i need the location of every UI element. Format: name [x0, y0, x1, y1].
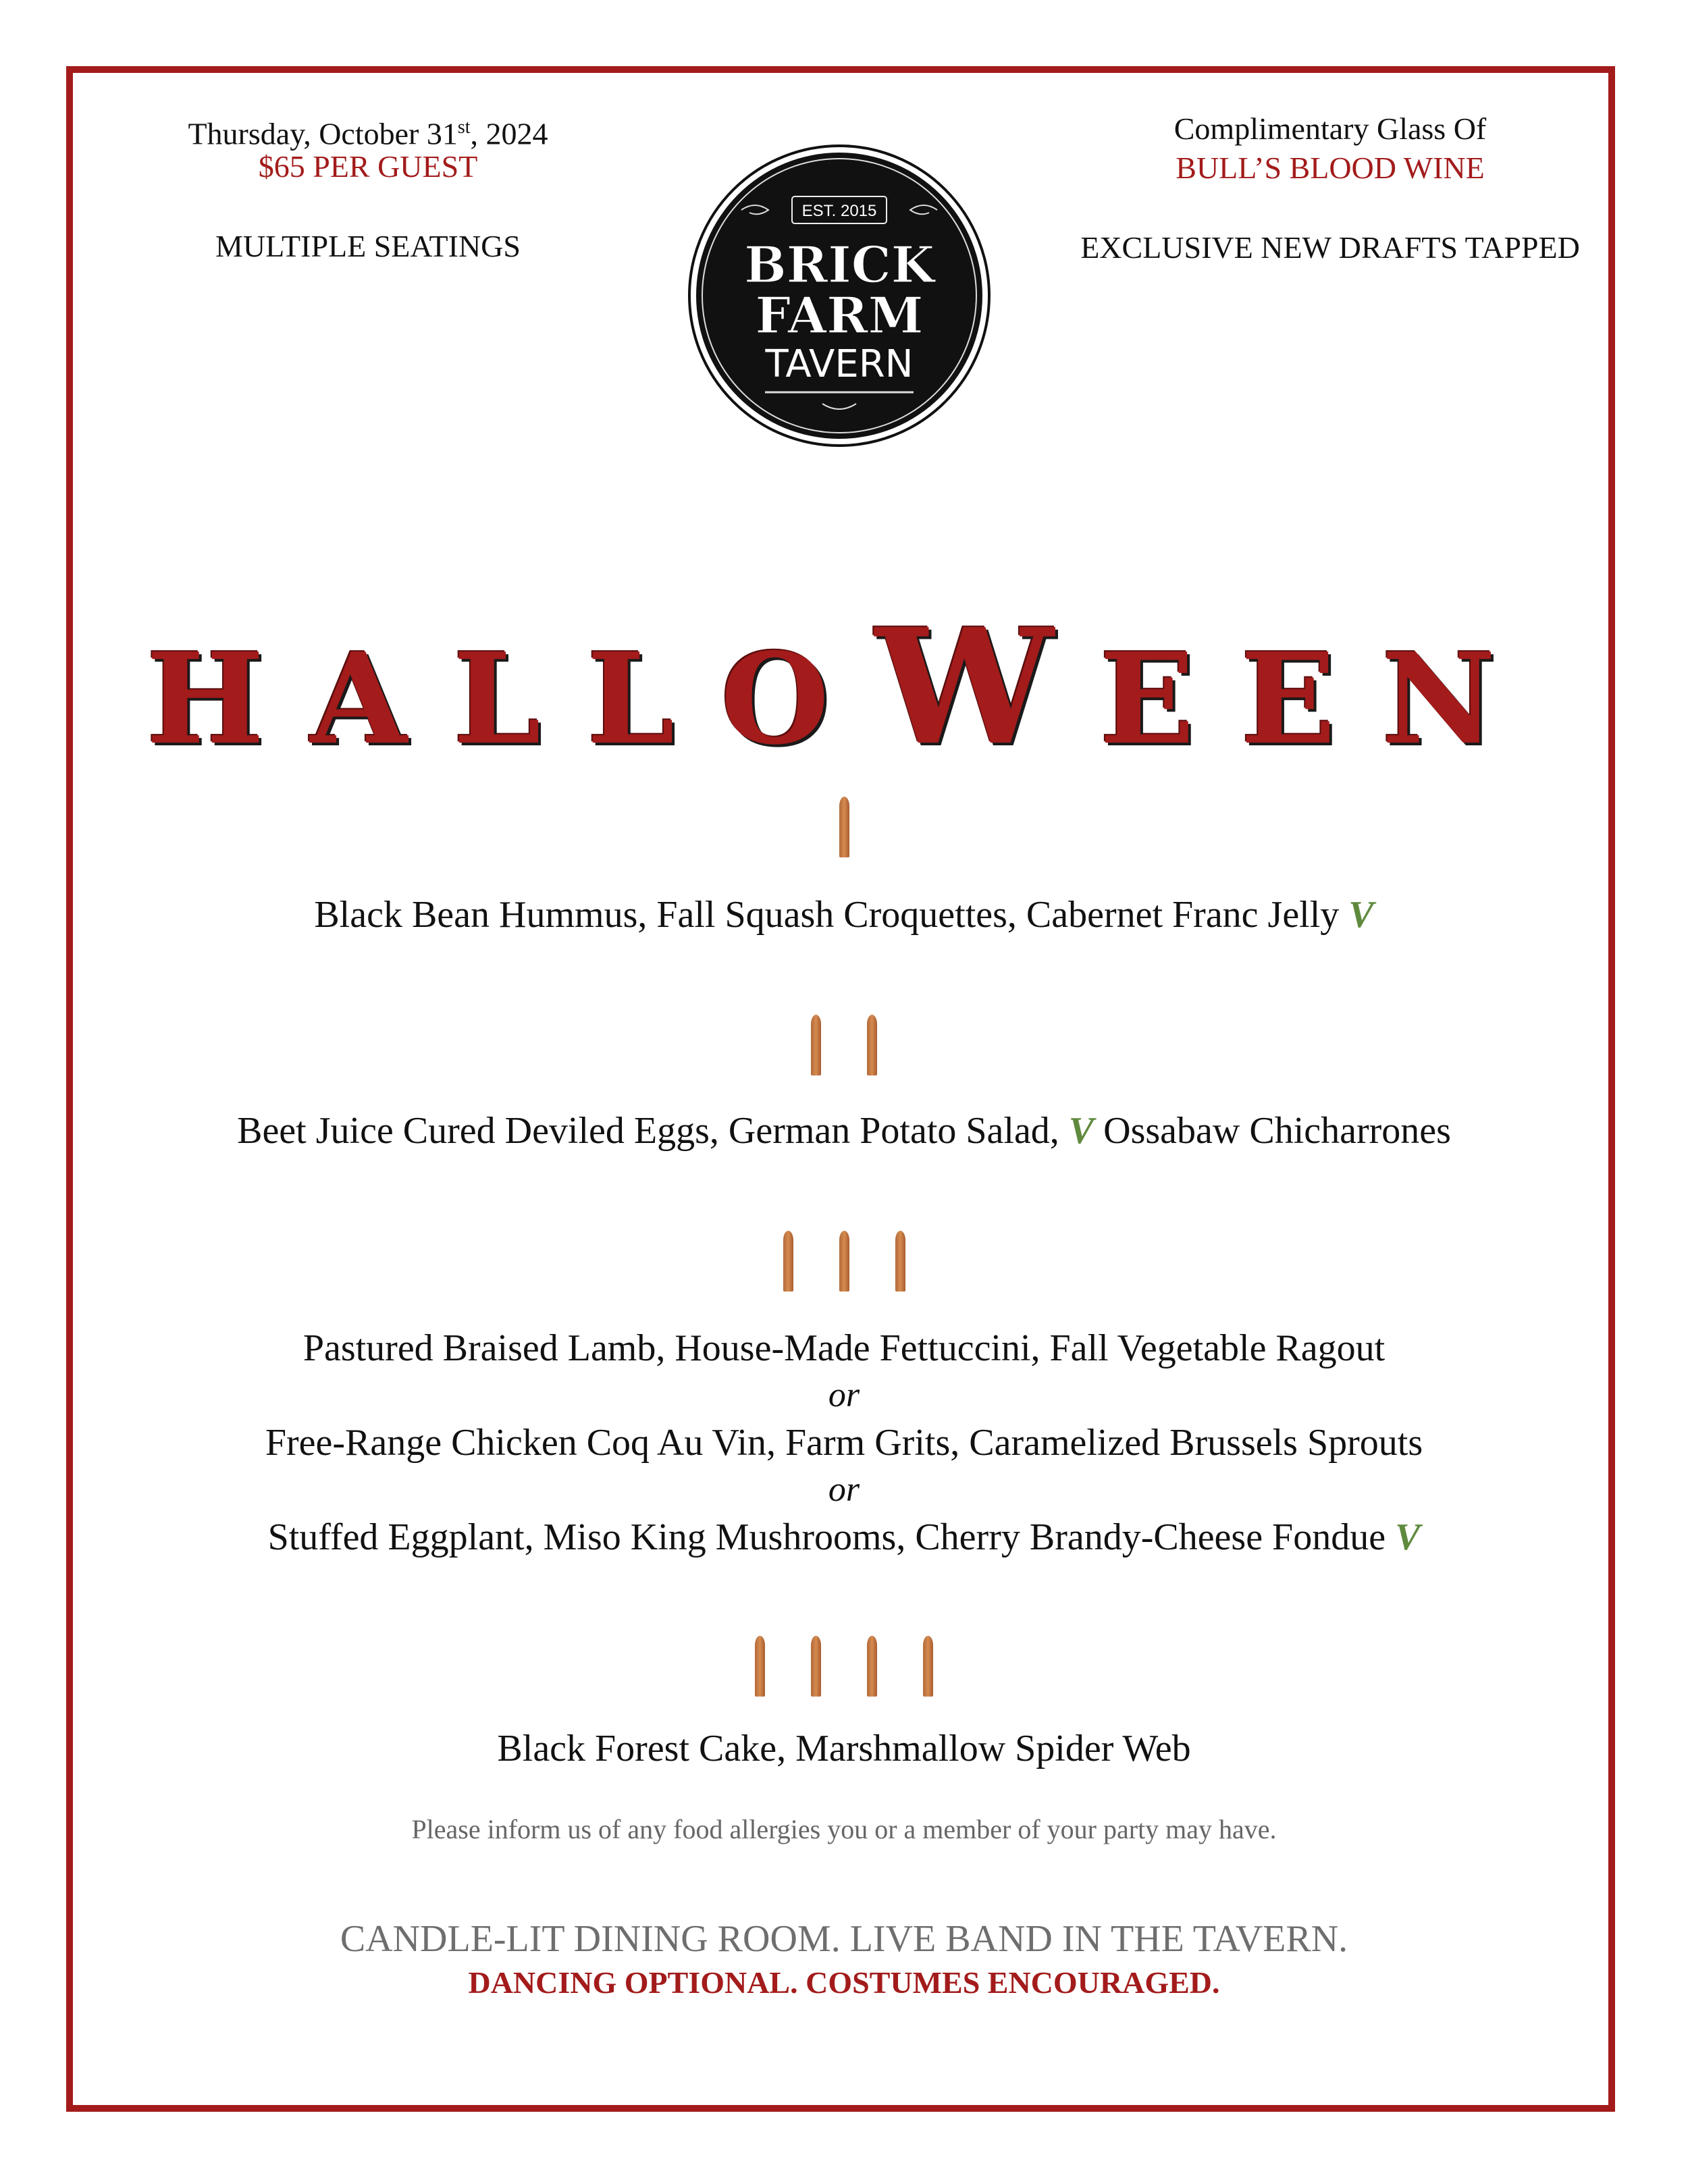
- footer-line-1: CANDLE-LIT DINING ROOM. LIVE BAND IN THE TAVERN.: [340, 1918, 1348, 1960]
- vegetarian-mark: V: [1348, 894, 1374, 936]
- logo-brick: BRICK: [744, 236, 934, 294]
- candle-icon: [867, 1015, 877, 1075]
- logo-est: EST. 2015: [801, 202, 877, 220]
- candle-icon: [783, 1231, 793, 1291]
- course-3-candles: [0, 1231, 1688, 1295]
- wine-name: BULL’S BLOOD WINE: [1176, 151, 1485, 185]
- logo-farm: FARM: [755, 287, 924, 345]
- course-3-option-2: Free-Range Chicken Coq Au Vin, Farm Grits, Caramelized Brussels Sprouts: [265, 1422, 1423, 1464]
- course-2-candles: [0, 1015, 1688, 1079]
- allergy-note: Please inform us of any food allergies you or a member of your party may have.: [411, 1814, 1277, 1844]
- complimentary-glass: Complimentary Glass Of: [1173, 111, 1487, 146]
- footer-line-2: DANCING OPTIONAL. COSTUMES ENCOURAGED.: [468, 1965, 1220, 2000]
- course-4: Black Forest Cake, Marshmallow Spider Web: [497, 1728, 1191, 1769]
- course-2: Beet Juice Cured Deviled Eggs, German Potato Salad, V Ossabaw Chicharrones: [237, 1110, 1451, 1152]
- logo-tavern: TAVERN: [765, 342, 914, 386]
- candle-icon: [755, 1636, 765, 1697]
- or-divider: or: [828, 1470, 860, 1509]
- seatings: MULTIPLE SEATINGS: [215, 229, 521, 263]
- candle-icon: [923, 1636, 933, 1697]
- brick-farm-tavern-logo: [687, 144, 991, 448]
- course-3-option-1: Pastured Braised Lamb, House-Made Fettuccini, Fall Vegetable Ragout: [302, 1327, 1386, 1369]
- candle-icon: [811, 1015, 821, 1075]
- vegetarian-mark: V: [1395, 1516, 1421, 1558]
- course-1: Black Bean Hummus, Fall Squash Croquettes, Cabernet Franc Jelly V: [314, 894, 1374, 936]
- course-1-candles: [0, 797, 1688, 861]
- course-3: [0, 1325, 1688, 1561]
- or-divider: or: [828, 1376, 860, 1414]
- candle-icon: [811, 1636, 821, 1697]
- vegetarian-mark: V: [1068, 1110, 1094, 1152]
- candle-icon: [867, 1636, 877, 1697]
- candle-icon: [839, 1231, 849, 1291]
- candle-icon: [839, 797, 849, 857]
- candle-icon: [895, 1231, 905, 1291]
- drafts-note: EXCLUSIVE NEW DRAFTS TAPPED: [1080, 230, 1580, 265]
- halloween-title: HALLOWEEN: [146, 594, 1542, 780]
- event-date: Thursday, October 31st, 2024: [188, 116, 548, 151]
- course-4-candles: [0, 1636, 1688, 1700]
- price: $65 PER GUEST: [258, 149, 478, 184]
- course-3-option-3: Stuffed Eggplant, Miso King Mushrooms, Cherry Brandy-Cheese Fondue V: [267, 1516, 1421, 1558]
